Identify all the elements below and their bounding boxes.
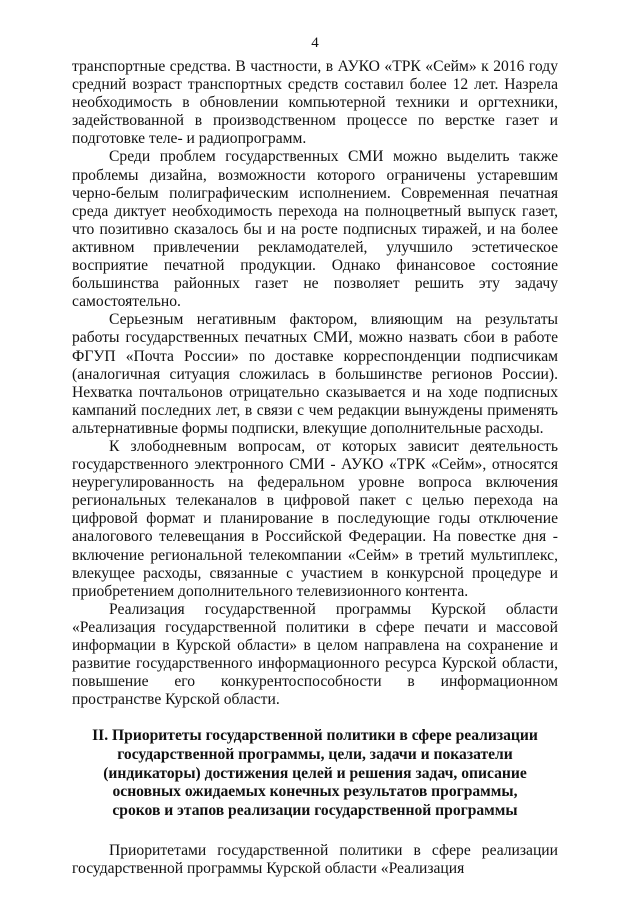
section-heading-line: сроков и этапов реализации государственной программы	[112, 801, 518, 819]
paragraph-digital-tv: К злободневным вопросам, от которых зависит деятельность государственного электронного СМИ - АУКО «ТРК «Сейм», относятся неурегулированность на федеральном уровне вопроса включения региональных телеканалов в цифровой пакет с целью перехода на цифровой формат и планирование в последующие годы отключение аналогового телевещания в Российской Федерации. На повестке дня - включение региональной телекомпании «Сейм» в третий мультиплекс, влекущее расходы, связанные с участием в конкурсной процедуре и приобретением дополнительного телевизионного контента.	[72, 437, 558, 600]
section-heading-line: государственной программы, цели, задачи и показатели	[117, 745, 513, 763]
paragraph-design-problems: Среди проблем государственных СМИ можно выделить также проблемы дизайна, возможности которого ограничены устаревшим черно-белым полиграфическим исполнением. Современная печатная среда диктует необходимость перехода на полноцветный выпуск газет, что позитивно сказалось бы и на росте подписных тиражей, и на более активном привлечении рекламодателей, улучшило эстетическое восприятие печатной продукции. Однако финансовое состояние большинства районных газет не позволяет решить эту задачу самостоятельно.	[72, 148, 558, 311]
paragraph-continuation: транспортные средства. В частности, в АУКО «ТРК «Сейм» к 2016 году средний возраст транспортных средств составил более 12 лет. Назрела необходимость в обновлении компьютерной техники и оргтехники, задействованной в производственном процессе по верстке газет и подготовке теле- и радиопрограмм.	[72, 58, 558, 148]
section-heading-line: (индикаторы) достижения целей и решения задач, описание	[103, 764, 527, 782]
section-heading	[72, 727, 558, 820]
paragraph-postal-delivery: Серьезным негативным фактором, влияющим на результаты работы государственных печатных СМИ, можно назвать сбои в работе ФГУП «Почта России» по доставке корреспонденции подписчикам (аналогичная ситуация сложилась в большинстве регионов России). Нехватка почтальонов отрицательно сказывается и на ходе подписных кампаний последних лет, в связи с чем редакции вынуждены применять альтернативные формы подписки, влекущие дополнительные расходы.	[72, 311, 558, 437]
page-number: 4	[311, 35, 319, 51]
paragraph-program-implementation: Реализация государственной программы Курской области «Реализация государственной политики в сфере печати и массовой информации в Курской области» в целом направлена на сохранение и развитие государственного информационного ресурса Курской области, повышение его конкурентоспособности в информационном пространстве Курской области.	[72, 600, 558, 709]
section-heading-line: II. Приоритеты государственной политики в сфере реализации	[92, 727, 538, 745]
document-page	[72, 34, 558, 879]
paragraph-priorities: Приоритетами государственной политики в сфере реализации государственной программы Курской области «Реализация	[72, 842, 558, 878]
section-heading-line: основных ожидаемых конечных результатов программы,	[112, 783, 518, 801]
